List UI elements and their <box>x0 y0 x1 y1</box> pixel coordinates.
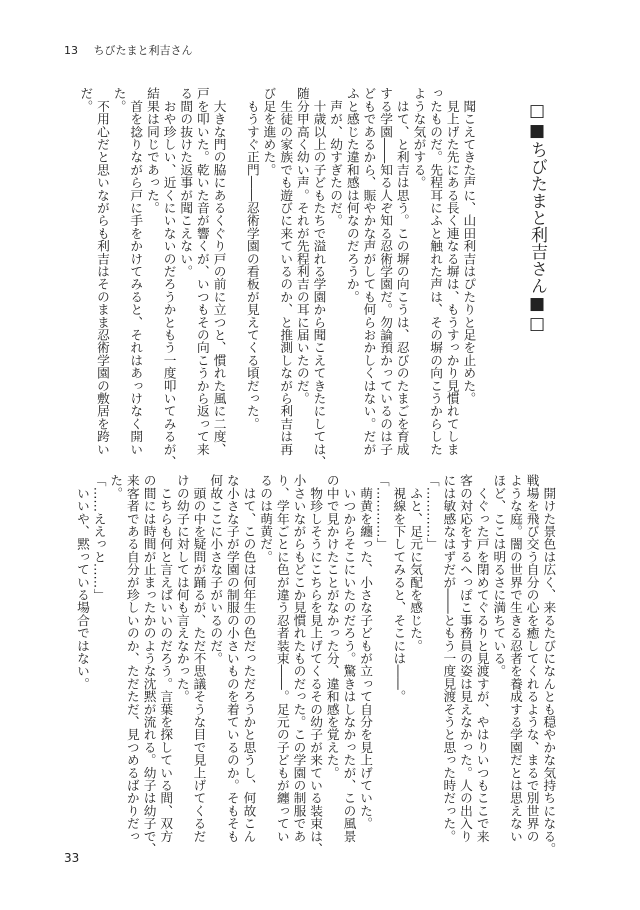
chapter-running-title: ちびたまと利吉さん <box>93 44 193 57</box>
dialogue-column: 「……ええっと……」 <box>91 474 107 601</box>
text-column: 十歳以上の子どもたちで溢れる学園から聞こえてきたにしては、 <box>311 87 327 468</box>
text-column: 小さいながらもどこか見慣れたものだった。この学園の制服であ <box>291 474 307 843</box>
text-column: 戸を叩いた。乾いた音が響くが、いつもその向こうから返って来 <box>194 87 210 456</box>
text-column: 頭の中を疑問が踊るが、ただ不思議そうな目で見上げてくるだ <box>191 474 207 843</box>
text-column: 首を捻りながら戸に手をかけてみると、それはあっけなく開い <box>128 87 144 456</box>
text-column: いつからそこにいたのだろう。驚きはしなかったが、この風景 <box>341 474 357 843</box>
text-column: どもであるから、賑やかな声がしても何らおかしくはない。だが <box>361 87 377 456</box>
text-column: おや珍しい、近くにいないのだろうかともう一度叩いてみるが、 <box>161 87 177 468</box>
text-column: び足を進めた。 <box>261 87 277 176</box>
text-column: 戦場を飛び交う自分の心を癒してくれるような、まるで別世界の <box>524 474 540 843</box>
text-column: ったものだ。先程耳にふと触れた声は、その塀の向こうからした <box>428 87 444 456</box>
text-column: た。 <box>108 474 124 500</box>
text-column: ような気がする。 <box>411 87 427 189</box>
blank-column <box>227 87 244 455</box>
dialogue-column: 「…………」 <box>424 474 440 551</box>
text-column: 見上げた先にある長く連なる塀は、もうすっかり見慣れてしま <box>444 87 460 456</box>
text-column: はて、と利吉は思う。この塀の向こうは、忍びのたまごを育成 <box>394 87 410 456</box>
page-number: 33 <box>64 851 80 865</box>
text-column: の中で見かけたことがなかった分、違和感を覚えた。 <box>324 474 340 779</box>
text-column: 不用心だと思いながらも利吉はそのまま忍術学園の敷居を跨い <box>94 87 110 456</box>
text-column: くぐった戸を閉めてぐるりと見渡すが、やはりいつもここで来 <box>474 474 490 843</box>
text-column: の間には時間が止まったかのような沈黙が流れる。幼子は幼子で、 <box>141 474 157 855</box>
text-column: 生徒の家族でも遊びに来ているのか、と推測しながら利吉は再 <box>278 87 294 456</box>
text-column: 客の対応をするへっぽこ事務員の姿は見えなかった。人の出入り <box>458 474 474 843</box>
running-header <box>64 44 193 57</box>
text-column: ふと感じた違和感は何なのだろうか。 <box>344 87 360 303</box>
text-column: 来客者である自分が珍しいのか、ただただ、見つめるばかりだっ <box>124 474 140 843</box>
text-column: けの幼子に対しては何も言えなかった。 <box>174 474 190 703</box>
upper-text-block <box>76 87 477 468</box>
text-column: 結果は同じであった。 <box>144 87 160 214</box>
text-column: 聞こえてきた声に、山田利吉はぴたりと足を止めた。 <box>461 87 477 405</box>
chapter-number: 13 <box>64 44 78 57</box>
text-column: 視線を下してみると、そこには――。 <box>391 474 407 703</box>
text-column: もうすぐ正門――忍術学園の看板が見えてくる頃だった。 <box>244 87 260 430</box>
text-column: り、学年ごとに色が違う忍者装束――。足元の子どもが纏ってい <box>274 474 290 843</box>
text-column: だ。 <box>78 87 94 113</box>
lower-text-block <box>73 474 557 855</box>
text-column: 大きな門の脇にあるくぐり戸の前に立つと、慣れた風に二度、 <box>211 87 227 456</box>
text-column: はて、この色は何年生の色だっただろうかと思うし、何故こん <box>241 474 257 843</box>
text-column: た。 <box>111 87 127 113</box>
text-column: ような庭。闇の世界で生きる忍者を養成する学園だとは思えない <box>507 474 523 843</box>
text-column: 随分甲高く幼い声。それが先程利吉の耳に届いたのだ。 <box>294 87 310 405</box>
text-column: こちらも何と言えばいいのだろう。言葉を探している間、双方 <box>158 474 174 843</box>
text-column: る間の抜けた返事が聞こえない。 <box>178 87 194 278</box>
text-column: 萌黄を纏った、小さな子どもが立って自分を見上げていた。 <box>358 474 374 830</box>
text-column: いいや、黙っている場合ではない。 <box>74 474 90 690</box>
text-column: な小さな子が学園の制服の小さいものを着ているのか。そもそも <box>224 474 240 843</box>
text-column: ふと、足元に気配を感じた。 <box>408 474 424 652</box>
text-column: する学園――知る人ぞ知る忍術学園だ。勿論預かっているのは子 <box>378 87 394 456</box>
text-column: るのは萌黄だ。 <box>258 474 274 563</box>
chapter-title: □■ちびたまと利吉さん■□ <box>527 101 547 334</box>
text-column: 声が、幼すぎたのだ。 <box>328 87 344 227</box>
text-column: には敏感なはずだが――ともう一度見渡そうと思った時だった。 <box>441 474 457 843</box>
text-column: ほど、ここは明るさに満ちている。 <box>491 474 507 678</box>
dialogue-column: 「…………」 <box>374 474 390 551</box>
text-column: 物珍しそうにこちらを見上げてくるその幼子が来ている装束は、 <box>308 474 324 855</box>
text-column: 開けた景色は広く、来るたびになんとも穏やかな気持ちになる。 <box>541 474 557 855</box>
text-column: 何故ここに小さな子がいるのだ。 <box>208 474 224 665</box>
